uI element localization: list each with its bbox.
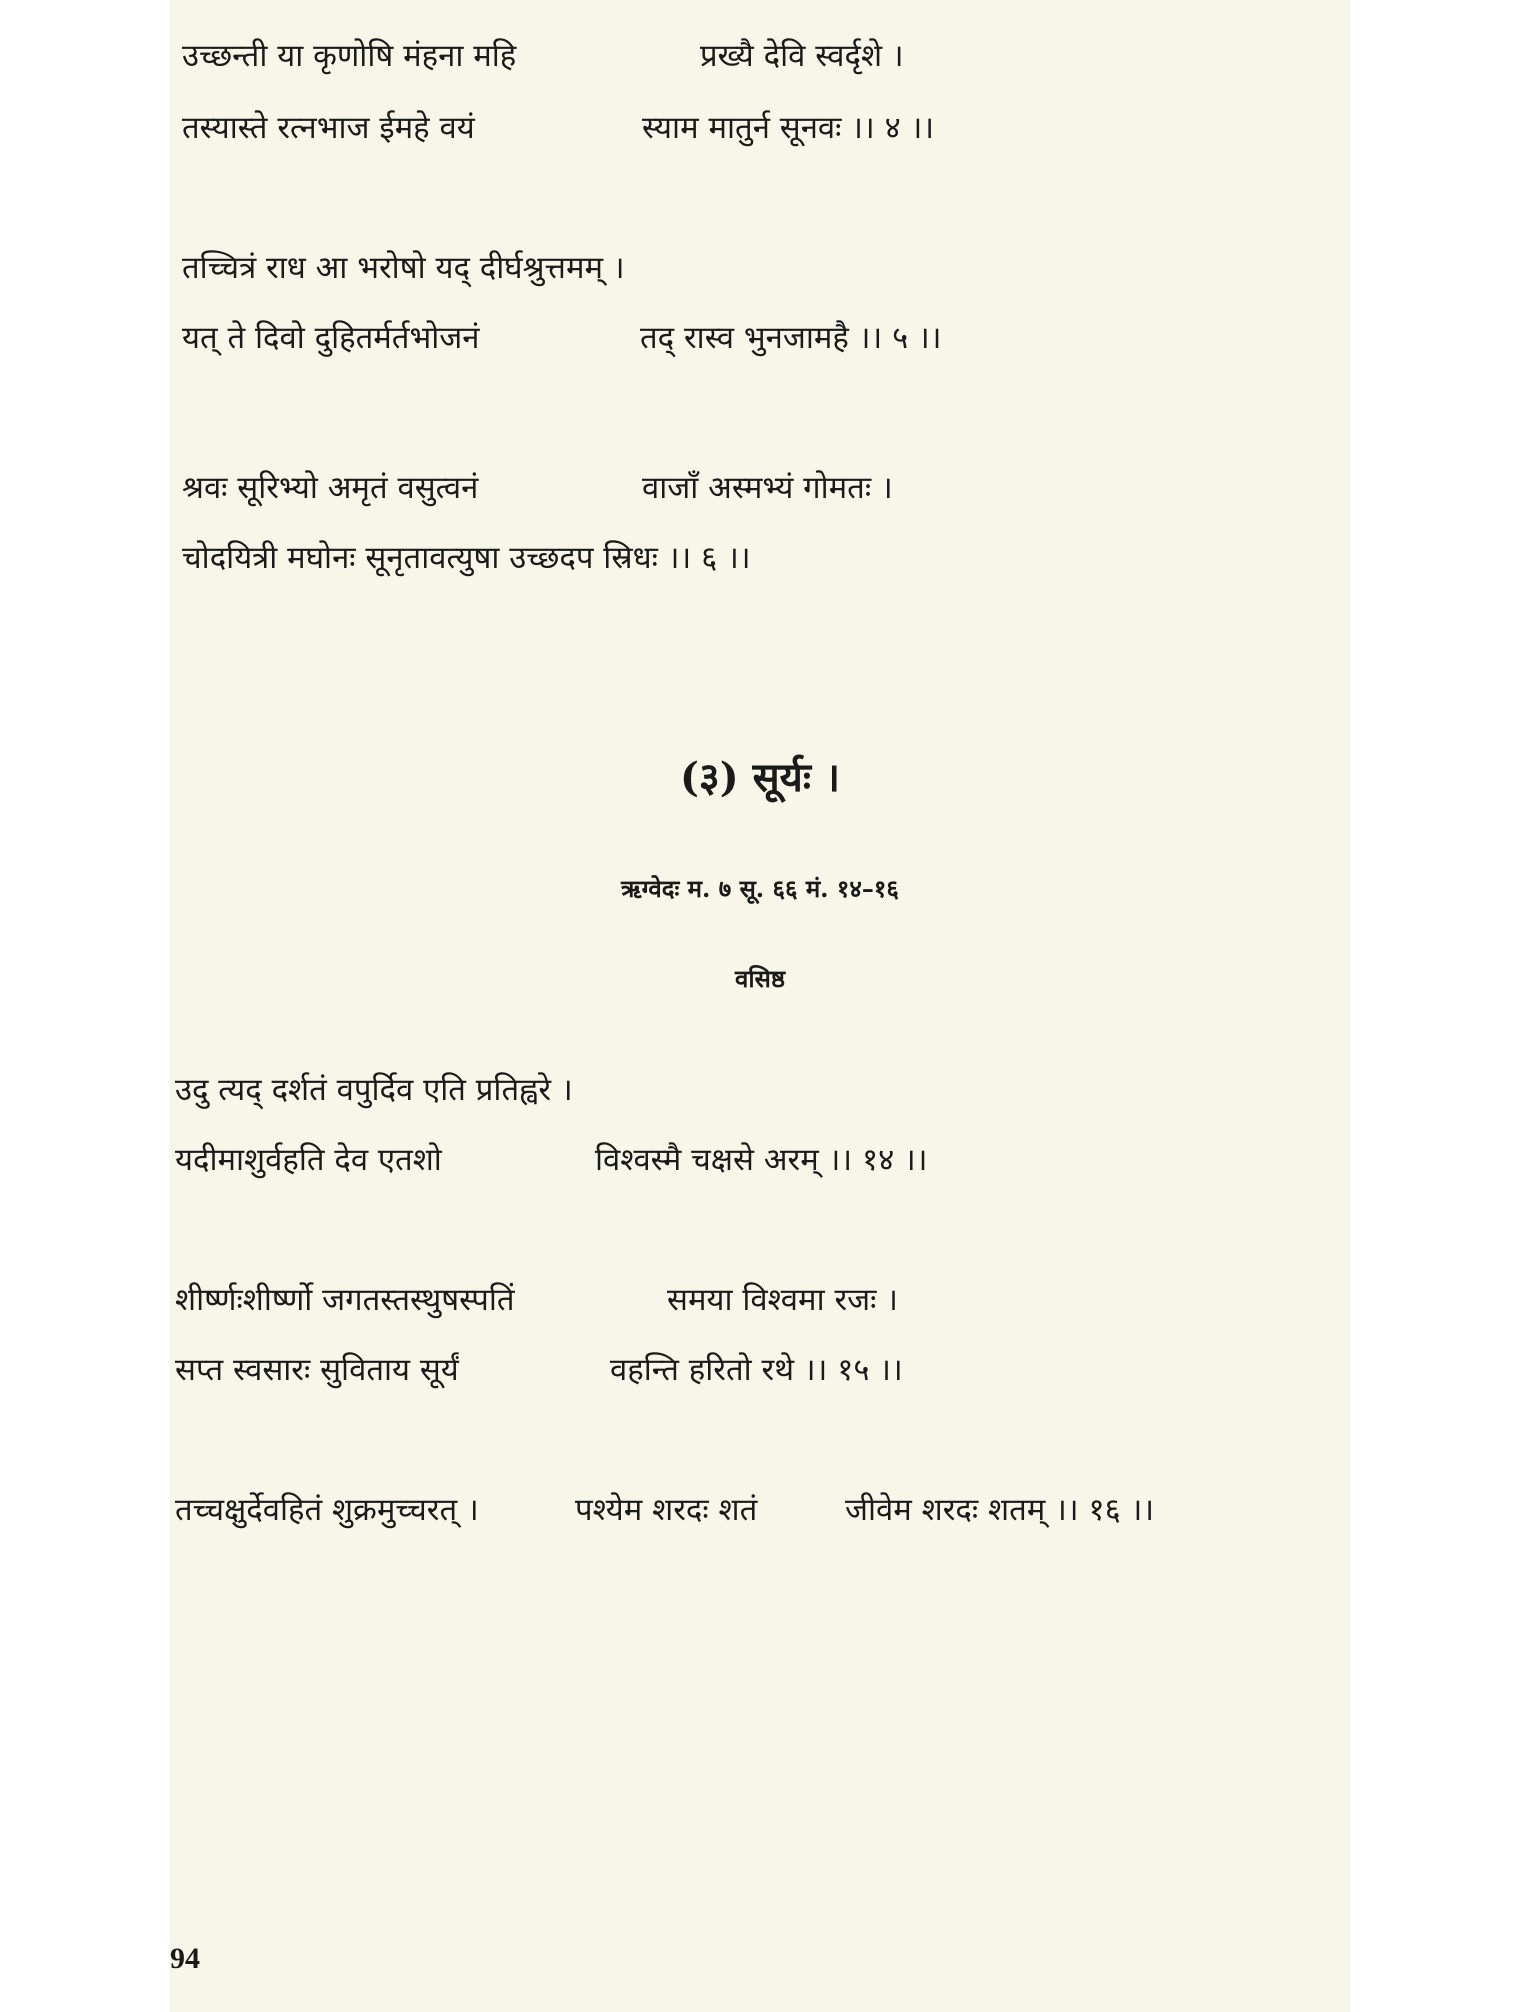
- verse-half-b: वहन्ति हरितो रथे ।। १५ ।।: [610, 1352, 903, 1388]
- verse-half-a: चोदयित्री मघोनः सूनृतावत्युषा उच्छदप स्रिधः ।। ६ ।।: [182, 540, 751, 576]
- verse-part-c: जीवेम शरदः शतम् ।। १६ ।।: [845, 1492, 1155, 1528]
- verse-half-a: तस्यास्ते रत्नभाज ईमहे वयं: [182, 110, 475, 146]
- verse-half-a: शीर्ष्णःशीर्ष्णो जगतस्तस्थुषस्पतिं: [175, 1282, 515, 1318]
- seer-name: वसिष्ठ: [735, 964, 785, 993]
- verse-half-b: तद् रास्व भुनजामहै ।। ५ ।।: [640, 320, 942, 356]
- section-title: (३) सूर्यः ।: [680, 754, 840, 801]
- verse-half-a: उच्छन्ती या कृणोषि मंहना महि: [182, 38, 517, 74]
- verse-half-a: श्रवः सूरिभ्यो अमृतं वसुत्वनं: [182, 470, 479, 506]
- verse-half-a: उदु त्यद् दर्शतं वपुर्दिव एति प्रतिह्वरे ।: [175, 1072, 573, 1108]
- verse-half-b: स्याम मातुर्न सूनवः ।। ४ ।।: [642, 110, 935, 146]
- verse-part-b: पश्येम शरदः शतं: [575, 1492, 758, 1528]
- verse-half-a: यदीमाशुर्वहति देव एतशो: [175, 1142, 442, 1178]
- verse-half-a: तच्चित्रं राध आ भरोषो यद् दीर्घश्रुत्तमम् ।: [182, 250, 625, 286]
- verse-half-b: वाजाँ अस्मभ्यं गोमतः ।: [642, 470, 893, 506]
- verse-half-b: प्रख्यै देवि स्वर्दृशे ।: [700, 38, 904, 74]
- book-page: [170, 0, 1350, 2012]
- verse-part-a: तच्चक्षुर्देवहितं शुक्रमुच्चरत् ।: [175, 1492, 479, 1528]
- verse-half-a: सप्त स्वसारः सुविताय सूर्यं: [175, 1352, 459, 1388]
- verse-half-a: यत् ते दिवो दुहितर्मर्तभोजनं: [182, 320, 480, 356]
- verse-half-b: समया विश्वमा रजः ।: [667, 1282, 898, 1318]
- verse-half-b: विश्वस्मै चक्षसे अरम् ।। १४ ।।: [595, 1142, 928, 1178]
- section-reference: ऋग्वेदः म. ७ सू. ६६ मं. १४–१६: [621, 874, 899, 903]
- page-number: 94: [170, 1942, 200, 1975]
